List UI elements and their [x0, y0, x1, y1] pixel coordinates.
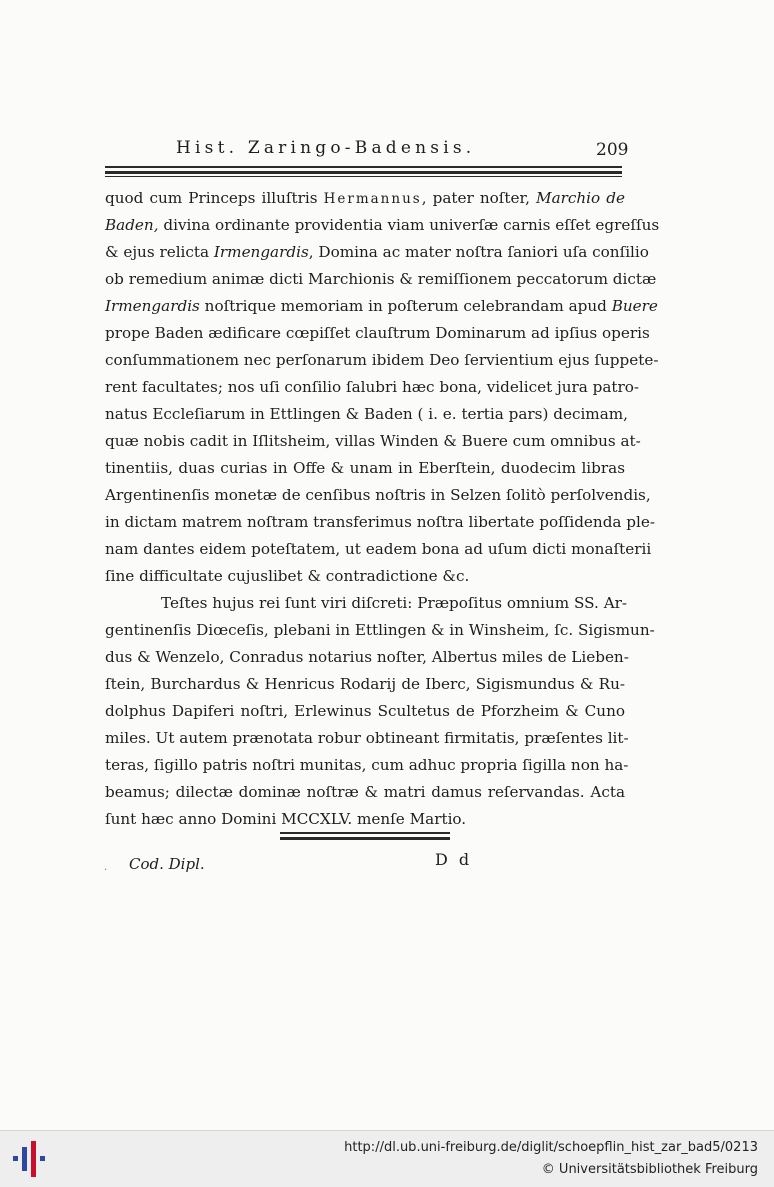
text-line: quæ nobis cadit in Iſlitsheim, villas Winden & Buere cum omnibus at-: [105, 432, 641, 450]
text-line: conſummationem nec perſonarum ibidem Deo ſervientium ejus ſuppete-: [105, 351, 659, 369]
text-line: Teſtes hujus rei ſunt viri diſcreti: Præpoſitus omnium SS. Ar-: [161, 594, 628, 612]
text-line: ſine difficultate cujuslibet & contradictione &c.: [105, 567, 470, 585]
text-line: rent facultates; nos uſi conſilio ſalubri hæc bona, videlicet jura patro-: [105, 378, 640, 396]
text-line: Irmengardis noſtrique memoriam in poſterum celebrandam apud Buere: [105, 297, 658, 315]
text-line: tinentiis, duas curias in Offe & unam in Eberſtein, duodecim libras: [105, 459, 625, 477]
page-url-link[interactable]: http://dl.ub.uni-freiburg.de/diglit/schoepflin_hist_zar_bad5/0213: [344, 1140, 758, 1155]
text-line: teras, ſigillo patris noſtri munitas, cum adhuc propria ſigilla non ha-: [105, 756, 629, 774]
running-head: Hist. Zaringo-Badensis.: [176, 138, 476, 158]
footer-mark: ·: [104, 865, 108, 876]
text-line: nam dantes eidem poteſtatem, ut eadem bona ad uſum dicti monaſterii: [105, 540, 652, 558]
text-line: prope Baden ædificare cœpiſſet clauſtrum Dominarum ad ipſius operis: [105, 324, 650, 342]
library-logo-icon[interactable]: [10, 1139, 50, 1179]
end-rule-thin: [280, 838, 450, 841]
copyright-notice: © Universitätsbibliothek Freiburg: [541, 1162, 758, 1177]
viewer-footer-bar: [0, 1130, 774, 1187]
text-line: dus & Wenzelo, Conradus notarius noſter, Albertus miles de Lieben-: [105, 648, 629, 666]
charter-text: [105, 185, 660, 833]
signature-mark: D d: [435, 850, 473, 869]
footer-source: Cod. Dipl.: [129, 855, 205, 873]
page-number: 209: [596, 140, 629, 160]
text-line: & ejus relicta Irmengardis, Domina ac mater noſtra ſaniori uſa conſilio: [105, 243, 649, 261]
text-line: natus Eccleſiarum in Ettlingen & Baden ( i. e. tertia pars) decimam,: [105, 405, 628, 423]
text-line: Argentinenſis monetæ de cenſibus noſtris in Selzen ſolitò perſolvendis,: [105, 486, 651, 504]
text-line: ob remedium animæ dicti Marchionis & remiſſionem peccatorum dictæ: [105, 270, 657, 288]
text-line: beamus; dilectæ dominæ noſtræ & matri damus reſervandas. Acta: [105, 783, 625, 801]
text-line: quod cum Princeps illuſtris Hermannus, pater noſter, Marchio de: [105, 189, 625, 207]
header-rule-thin: [105, 172, 622, 177]
text-line: in dictam matrem noſtram transferimus noſtra libertate poſſidenda ple-: [105, 513, 656, 531]
text-line: ſunt hæc anno Domini MCCXLV. menſe Martio.: [105, 810, 467, 828]
text-line: gentinenſis Diœceſis, plebani in Ettlingen & in Winsheim, ſc. Sigismun-: [105, 621, 655, 639]
text-line: miles. Ut autem prænotata robur obtineant firmitatis, præſentes lit-: [105, 729, 629, 747]
text-line: ſtein, Burchardus & Henricus Rodarij de Iberc, Sigismundus & Ru-: [105, 675, 625, 693]
text-line: Baden, divina ordinante providentia viam univerſæ carnis eſſet egreſſus: [105, 216, 660, 234]
text-line: dolphus Dapiferi noſtri, Erlewinus Scultetus de Pforzheim & Cuno: [105, 702, 625, 720]
